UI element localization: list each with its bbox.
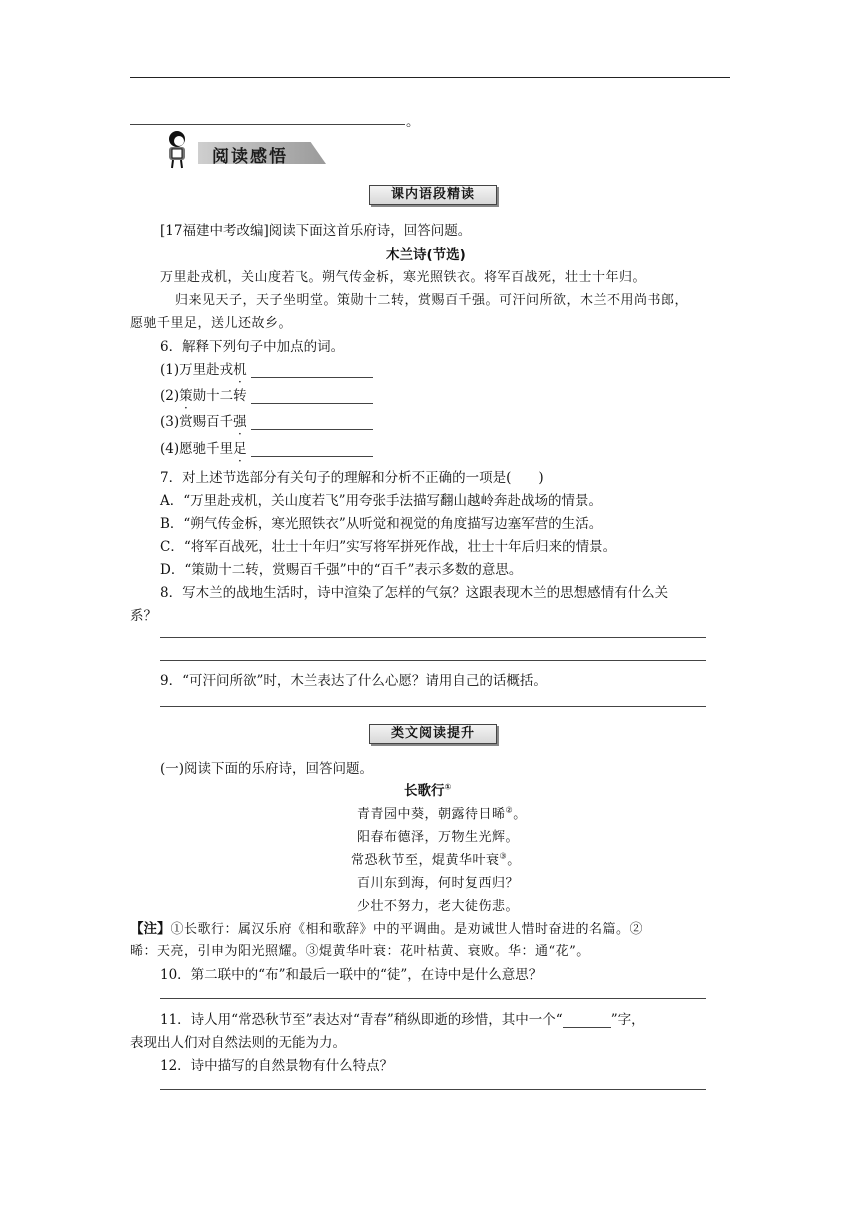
q6-item-2 [160,384,373,404]
q11-line2: 表现出人们对自然法则的无能为力。 [130,1035,346,1051]
footnote-marker: ① [444,782,452,792]
q11-text: 11．诗人用“常恐秋节至”表达对“青春”稍纵即逝的珍惜，其中一个“ [160,1012,563,1028]
footnote-marker: ② [505,805,514,815]
poem-line-4 [357,872,519,891]
answer-line[interactable] [160,706,706,707]
answer-blank[interactable] [251,377,373,378]
dotted-char: 机 [233,362,247,378]
poem-line-text: 青青园中葵，朝露待日晞 [357,807,506,822]
q6-item-3 [160,410,373,430]
answer-line[interactable] [130,124,405,125]
answer-line[interactable] [160,637,706,638]
passage1-line3: 愿驰千里足，送儿还故乡。 [130,316,293,331]
q7-option-b[interactable]: B．“朔气传金柝，寒光照铁衣”从听觉和视觉的角度描写边塞军营的生活。 [160,516,603,532]
q6-item-text: (2) [160,388,180,404]
footnote-marker: ③ [499,851,508,861]
poem-line-text: 阳春布德泽，万物生光辉。 [357,830,520,845]
q6-item-4 [160,437,373,457]
q12-stem: 12．诗中描写的自然景物有什么特点？ [160,1058,394,1074]
q6-item-text: 勋十二转 [192,388,247,404]
dotted-char: 足 [233,441,247,457]
q8-line2: 系？ [130,608,157,624]
answer-blank[interactable] [251,429,373,430]
poem-line-text: 百川东到海，何时复西归？ [357,876,520,891]
q10-stem: 10．第二联中的“布”和最后一联中的“徒”，在诗中是什么意思？ [160,967,543,983]
passage1-line2: 归来见天子，天子坐明堂。策勋十二转，赏赐百千强。可汗问所欲，木兰不用尚书郎， [175,293,689,308]
q6-item-text: (3)赏赐百千 [160,414,234,430]
answer-blank[interactable] [251,456,373,457]
line-end-punct: 。 [406,114,420,130]
poem-notes-line1 [130,917,643,937]
q6-item-text: (4)愿驰千里 [160,441,234,457]
q6-item-1 [160,358,373,378]
q7-stem: 7．对上述节选部分有关句子的理解和分析不正确的一项是( ) [160,470,544,486]
passage1-title: 木兰诗(节选) [386,247,466,263]
in-class-reading-box: 课内语段精读 [369,185,497,205]
poem-line-5 [357,895,519,914]
poem-title-text: 长歌行 [404,783,445,799]
q6-item-text: (1)万里赴戎 [160,362,234,378]
reading-girl-icon [160,130,196,170]
dotted-char: 策 [179,388,193,404]
poem-line-3 [351,849,521,868]
q6-stem: 6．解释下列句子中加点的词。 [160,339,345,355]
passage1-intro: [17福建中考改编]阅读下面这首乐府诗，回答问题。 [160,223,472,239]
answer-blank[interactable] [563,1027,611,1028]
q7-option-c[interactable]: C．“将军百战死，壮士十年归”实写将军拼死作战，壮士十年后归来的情景。 [160,539,617,555]
poem-line-text: 少壮不努力，老大徒伤悲。 [357,899,520,914]
poem-notes-line2: 晞：天亮，引申为阳光照耀。③焜黄华叶衰：花叶枯黄、衰败。华：通“花”。 [130,944,590,959]
q7-option-d[interactable]: D．“策勋十二转，赏赐百千强”中的“百千”表示多数的意思。 [160,562,523,578]
note-text: ①长歌行：属汉乐府《相和歌辞》中的平调曲。是劝诫世人惜时奋进的名篇。② [170,922,644,937]
q7-option-a[interactable]: A．“万里赴戎机，关山度若飞”用夸张手法描写翻山越岭奔赴战场的情景。 [160,493,603,509]
poem-line-end: 。 [507,853,521,868]
poem-line-2 [357,826,519,845]
q11-line1 [160,1008,645,1028]
note-label: 【注】 [130,921,171,937]
poem-line-end: 。 [513,807,527,822]
section-title: 阅读感悟 [212,147,288,167]
q11-text: ”字， [610,1012,645,1028]
passage2-intro: (一)阅读下面的乐府诗，回答问题。 [160,761,374,777]
answer-line[interactable] [160,660,706,661]
q8-line1: 8．写木兰的战地生活时，诗中渲染了怎样的气氛？这跟表现木兰的思想感情有什么关 [160,585,669,601]
passage1-line1: 万里赴戎机，关山度若飞。朔气传金柝，寒光照铁衣。将军百战死，壮士十年归。 [160,270,647,285]
answer-line[interactable] [160,1089,706,1090]
answer-line[interactable] [160,998,706,999]
poem-line-text: 常恐秋节至，焜黄华叶衰 [351,853,500,868]
top-rule [130,77,730,78]
passage2-title [404,779,451,799]
dotted-char: 强 [233,414,247,430]
q9-stem: 9．“可汗问所欲”时，木兰表达了什么心愿？请用自己的话概括。 [160,673,547,689]
section-header [160,130,330,170]
poem-line-1 [357,803,527,822]
answer-blank[interactable] [251,403,373,404]
similar-reading-box: 类文阅读提升 [369,724,497,744]
